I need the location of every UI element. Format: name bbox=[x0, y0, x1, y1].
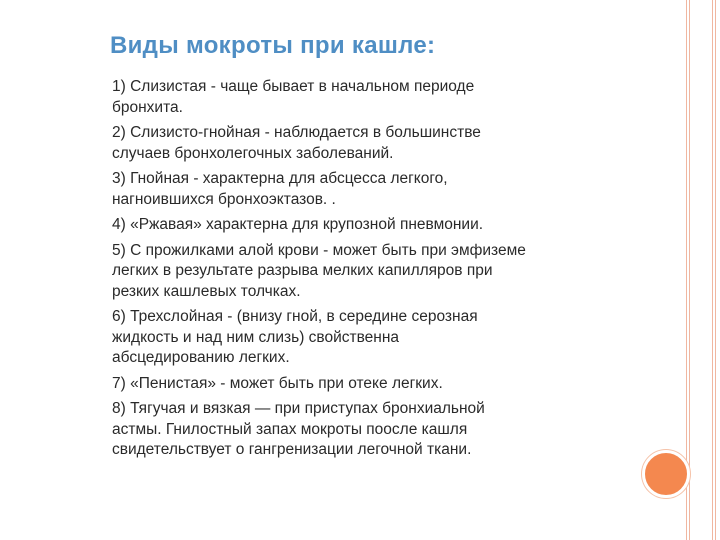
decorative-border-line bbox=[712, 0, 713, 540]
list-item bbox=[112, 215, 632, 236]
list-item-line: 1) Слизистая - чаще бывает в начальном периоде bbox=[112, 78, 475, 95]
list-item-line: абсцедированию легких. bbox=[112, 349, 290, 366]
list-item-line: резких кашлевых толчках. bbox=[112, 282, 301, 300]
decorative-circle-icon bbox=[642, 450, 690, 498]
list-item-line: легких в результате разрыва мелких капилляров при bbox=[112, 262, 493, 279]
list-item-line: случаев бронхолегочных заболеваний. bbox=[112, 144, 394, 162]
list-item-line: жидкость и над ним слизь) свойственна bbox=[112, 328, 400, 346]
sputum-types-list bbox=[112, 77, 632, 466]
list-item bbox=[112, 123, 632, 164]
list-item-line: 3) Гнойная - характерна для абсцесса легкого, bbox=[112, 170, 448, 187]
list-item-line: астмы. Гнилостный запах мокроты поосле кашля bbox=[112, 420, 468, 438]
list-item bbox=[112, 77, 632, 118]
list-item bbox=[112, 374, 632, 395]
list-item-line: 4) «Ржавая» характерна для крупозной пневмонии. bbox=[112, 216, 484, 233]
list-item-line: 2) Слизисто-гнойная - наблюдается в большинстве bbox=[112, 124, 481, 141]
list-item-line: бронхита. bbox=[112, 98, 183, 116]
decorative-border-line bbox=[686, 0, 687, 540]
list-item-line: нагноившихся бронхоэктазов. . bbox=[112, 190, 336, 208]
list-item bbox=[112, 169, 632, 210]
list-item-line: 8) Тягучая и вязкая — при приступах бронхиальной bbox=[112, 400, 485, 417]
slide-title: Виды мокроты при кашле: bbox=[110, 32, 436, 59]
list-item-line: 5) С прожилками алой крови - может быть при эмфиземе bbox=[112, 241, 526, 259]
decorative-border-line bbox=[715, 0, 716, 540]
list-item-line: свидетельствует о гангренизации легочной ткани. bbox=[112, 441, 472, 458]
list-item bbox=[112, 399, 632, 461]
list-item bbox=[112, 307, 632, 369]
decorative-border-line bbox=[689, 0, 690, 540]
list-item-line: 7) «Пенистая» - может быть при отеке легких. bbox=[112, 374, 443, 392]
list-item bbox=[112, 241, 632, 303]
list-item-line: 6) Трехслойная - (внизу гной, в середине серозная bbox=[112, 308, 478, 325]
